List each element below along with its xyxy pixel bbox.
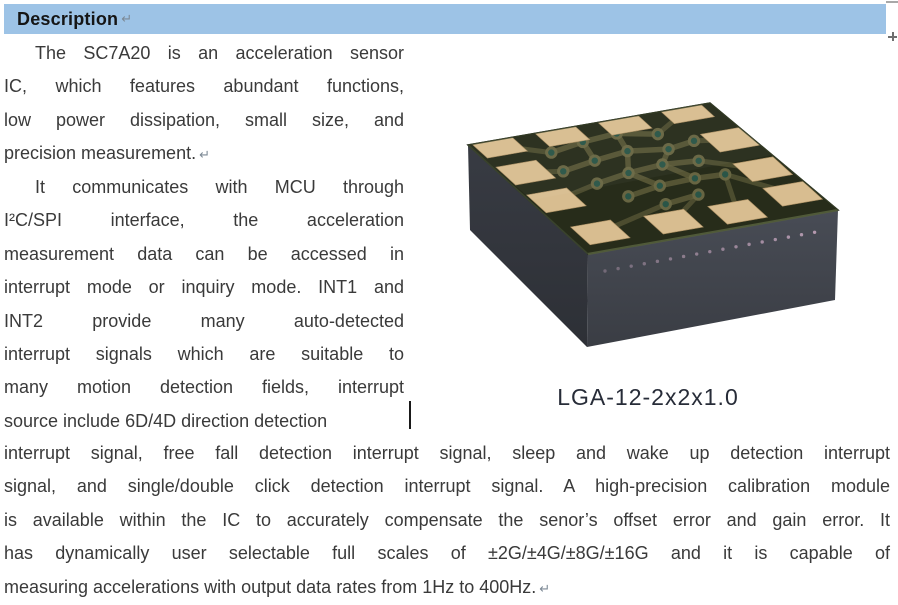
chip-3d-render [452, 100, 844, 350]
text-line[interactable]: INT2 provide many auto-detected [4, 310, 404, 331]
text-line[interactable]: interrupt signals which are suitable to [4, 343, 404, 364]
text-line[interactable]: has dynamically user selectable full scales of ±2G/±4G/±8G/±16G and it is capable of [4, 543, 890, 564]
text-line-text: measuring accelerations with output data rates from 1Hz to 400Hz. [4, 576, 537, 597]
paragraph-mark-icon: ↵ [539, 580, 551, 596]
text-line[interactable]: source include 6D/4D direction detection [4, 410, 328, 431]
section-title[interactable]: Description [17, 8, 119, 29]
text-line[interactable]: interrupt mode or inquiry mode. INT1 and [4, 277, 404, 298]
left-text-column [4, 37, 404, 438]
text-line[interactable] [4, 571, 890, 604]
chip-image[interactable] [452, 100, 844, 350]
table-border-mark [886, 1, 898, 3]
paragraph-mark-icon: ↵ [199, 147, 210, 163]
text-line[interactable]: IC, which features abundant functions, [4, 76, 404, 97]
text-line[interactable]: I²C/SPI interface, the acceleration [4, 210, 404, 231]
text-line[interactable]: low power dissipation, small size, and [4, 109, 404, 130]
text-line[interactable]: many motion detection fields, interrupt [4, 377, 404, 398]
text-line[interactable] [4, 137, 404, 170]
text-line[interactable]: measurement data can be accessed in [4, 243, 404, 264]
text-line[interactable]: is available within the IC to accurately compensate the senor’s offset error and gain error. It [4, 509, 890, 530]
text-line-text: precision measurement. [4, 143, 197, 164]
text-caret [409, 401, 411, 429]
paragraph-mark-icon: ↵ [121, 11, 133, 26]
section-header-bar[interactable] [4, 4, 886, 34]
table-handle-icon[interactable] [888, 32, 897, 41]
text-line[interactable]: interrupt signal, free fall detection interrupt signal, sleep and wake up detection interrupt [4, 443, 890, 463]
text-line[interactable]: The SC7A20 is an acceleration sensor [35, 43, 404, 63]
text-line[interactable]: signal, and single/double click detection interrupt signal. A high-precision calibration module [4, 476, 890, 497]
text-line[interactable]: It communicates with MCU through [35, 176, 404, 197]
bottom-paragraph [4, 437, 890, 604]
figure-caption: LGA-12-2x2x1.0 [557, 384, 739, 410]
